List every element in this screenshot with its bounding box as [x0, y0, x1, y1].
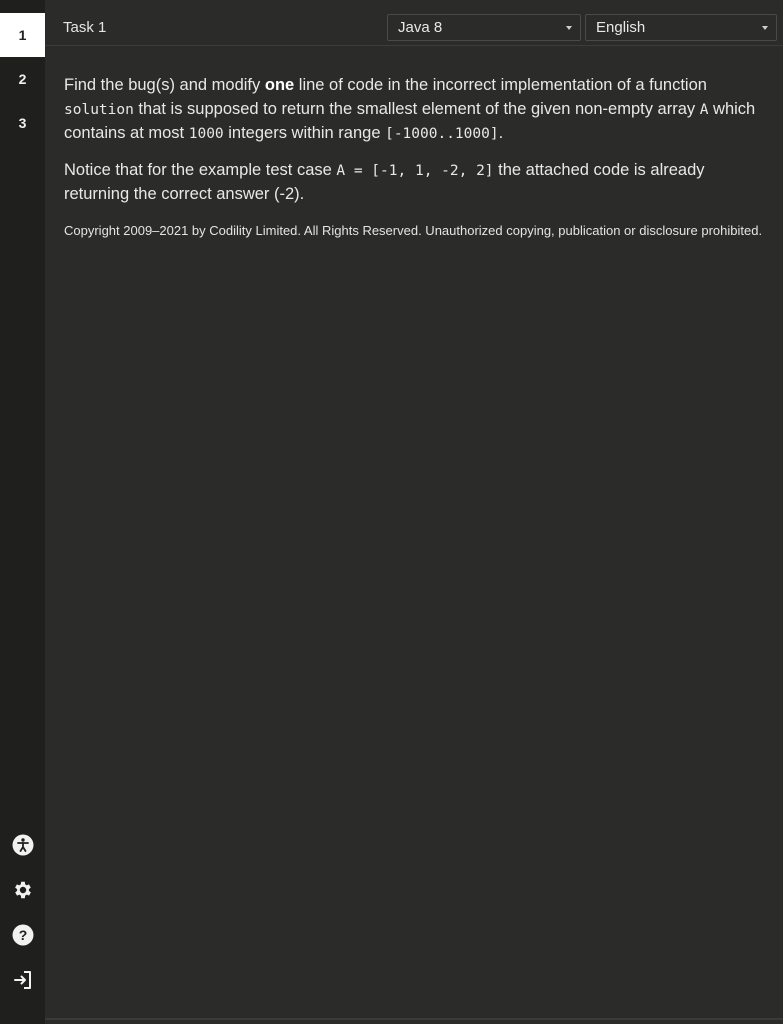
code-range: [-1000..1000]: [385, 126, 499, 142]
settings-button[interactable]: [0, 875, 45, 905]
task-paragraph-2: [64, 159, 764, 207]
emphasis-text: one: [264, 76, 295, 94]
task-nav-label: 3: [18, 115, 27, 131]
task-nav-label: 1: [18, 27, 27, 43]
text-span: which contains at most: [64, 99, 756, 142]
svg-text:?: ?: [18, 927, 27, 943]
bottom-divider: [45, 1018, 783, 1020]
task-paragraph-1: [64, 74, 764, 147]
help-icon: [12, 924, 34, 946]
task-title: Task 1: [63, 19, 107, 36]
text-span: .: [498, 124, 504, 142]
task-nav-item-3[interactable]: [0, 101, 45, 145]
gear-icon: [12, 879, 34, 901]
code-array-name: A: [699, 101, 709, 118]
text-span: the attached code is already returning the correct answer (-2).: [64, 160, 705, 203]
chevron-down-icon: [566, 26, 572, 30]
chevron-down-icon: [762, 26, 768, 30]
text-span: Notice that for the example test case: [64, 160, 337, 179]
human-language-select[interactable]: [585, 14, 777, 41]
task-nav-item-1[interactable]: [0, 13, 45, 57]
accessibility-icon: [12, 834, 34, 856]
code-example-array: A = [-1, 1, -2, 2]: [336, 162, 494, 179]
text-span: integers within range: [223, 124, 386, 142]
exit-button[interactable]: [0, 965, 45, 995]
text-span: line of code in the incorrect implementation of a function: [294, 76, 707, 94]
code-function-name: solution: [64, 101, 134, 118]
help-button[interactable]: [0, 920, 45, 950]
text-span: that is supposed to return the smallest element of the given non-empty array: [133, 99, 700, 118]
task-header: [45, 10, 783, 46]
human-language-value: English: [596, 19, 646, 36]
programming-language-value: Java 8: [398, 19, 443, 36]
task-nav-item-2[interactable]: [0, 57, 45, 101]
task-description: [64, 74, 764, 240]
task-sidebar: [0, 0, 45, 1024]
copyright-notice: Copyright 2009–2021 by Codility Limited. All Rights Reserved. Unauthorized copying, publication or disclosure prohibited.: [64, 222, 763, 238]
text-span: Find the bug(s) and modify: [64, 76, 265, 94]
code-max-count: 1000: [188, 126, 224, 142]
programming-language-select[interactable]: [387, 14, 581, 41]
accessibility-button[interactable]: [0, 830, 45, 860]
task-nav-label: 2: [18, 71, 27, 87]
exit-icon: [12, 969, 34, 991]
